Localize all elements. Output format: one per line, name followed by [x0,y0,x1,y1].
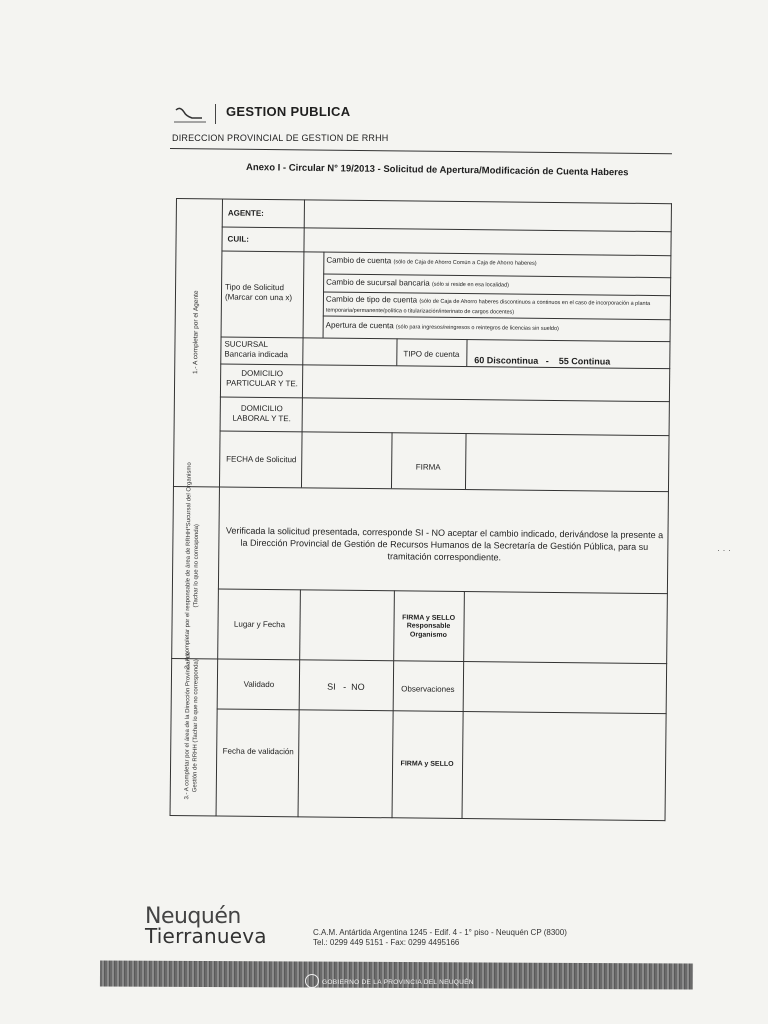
header-rule [170,148,672,154]
validado-label: Validado [243,679,275,690]
tipo-solicitud-label: Tipo de Solicitud (Marcar con una x) [224,282,293,302]
footer-address [313,928,567,948]
fecha-solicitud-field[interactable] [303,433,390,486]
sucursal-label: SUCURSAL Bancaria indicada [224,339,289,359]
lugar-fecha-label: Lugar y Fecha [233,619,286,630]
firma-sello-field[interactable] [464,713,663,819]
scan-speck: · · · [717,545,731,555]
agente-field[interactable] [306,201,668,229]
firma-label: FIRMA [415,462,441,472]
option-cambio-cuenta[interactable]: Cambio de cuenta (sólo de Caja de Ahorro Común a Caja de Ahorro haberes) [326,255,537,267]
section3-side-label: 3.- A completar por el área de la Dirección Provincial de Gestión de RRHH (Tachar lo que no corresponda) [184,651,200,800]
fecha-solicitud-label: FECHA de Solicitud [226,454,297,465]
form-table [170,198,672,821]
cuil-label: CUIL: [227,234,249,244]
agente-label: AGENTE: [227,208,264,218]
domicilio-laboral-field[interactable] [304,399,666,433]
header-divider [215,104,216,124]
footer-address-line1: C.A.M. Antártida Argentina 1245 - Edif. 4 - 1° piso - Neuquén CP (8300) [313,928,567,937]
footer-band-text: GOBIERNO DE LA PROVINCIA DEL NEUQUÉN [322,979,474,986]
province-shield-icon [305,974,319,988]
sucursal-field[interactable] [304,339,394,363]
section2-text: Verificada la solicitud presentada, corresponde SI - NO aceptar el cambio indicado, derivándose la presente a la Dirección Provincial de Gestión de Recursos Humanos de la Secretaría de Gestión Pública, para su tramitación correspondiente. [225,525,664,563]
fecha-validacion-field[interactable] [300,711,391,816]
observaciones-label: Observaciones [401,684,455,694]
footer-address-line2: Tel.: 0299 449 5151 - Fax: 0299 4495166 [313,938,460,947]
header-subtitle: DIRECCION PROVINCIAL DE GESTION DE RRHH [172,133,389,143]
option-cambio-tipo[interactable]: Cambio de tipo de cuenta (sólo de Caja de Ahorro haberes discontinuos a continuos en el caso de incorporación a planta temporaria/permanente/política o titularización/interinato de cargos docentes) [325,294,651,316]
province-emblem-icon [172,104,224,126]
domicilio-laboral-label: DOMICILIO LABORAL Y TE. [232,403,291,423]
observaciones-field[interactable] [465,663,663,711]
fecha-validacion-label: Fecha de validación [222,746,294,757]
option-apertura[interactable]: Apertura de cuenta (sólo para ingresos/reingresos o reintegros de licencias sin sueldo) [325,320,559,333]
footer-logo-tierranueva: Tierranueva [145,924,267,948]
validado-si-no[interactable]: SI - NO [327,681,365,693]
annex-title: Anexo I - Circular N° 19/2013 - Solicitud de Apertura/Modificación de Cuenta Haberes [245,162,629,179]
lugar-fecha-field[interactable] [301,591,392,658]
tipo-cuenta-values[interactable]: 60 Discontinua - 55 Continua [474,355,611,367]
firma-sello-label: FIRMA y SELLO [400,760,454,768]
tipo-cuenta-label: TIPO de cuenta [403,349,460,359]
footer-logo-neuquen: Neuquén [145,904,241,929]
domicilio-particular-label: DOMICILIO PARTICULAR Y TE. [226,368,298,388]
section1-side-label: 1.- A completar por el Agente [192,290,200,375]
cuil-field[interactable] [305,229,667,253]
option-cambio-sucursal[interactable]: Cambio de sucursal bancaria (sólo si reside en esa localidad) [326,277,510,289]
firma-sello-responsable-label: FIRMA y SELLO Responsable Organismo [402,614,456,639]
firma-field[interactable] [467,435,666,489]
firma-sello-responsable-field[interactable] [465,593,664,661]
domicilio-particular-field[interactable] [304,366,666,399]
header-title: GESTION PUBLICA [226,104,351,119]
section2-side-label: 2.- A completar por el responsable de área de RRHH*Sucursal del Organismo (Tachar lo que no corresponda) [184,462,200,670]
